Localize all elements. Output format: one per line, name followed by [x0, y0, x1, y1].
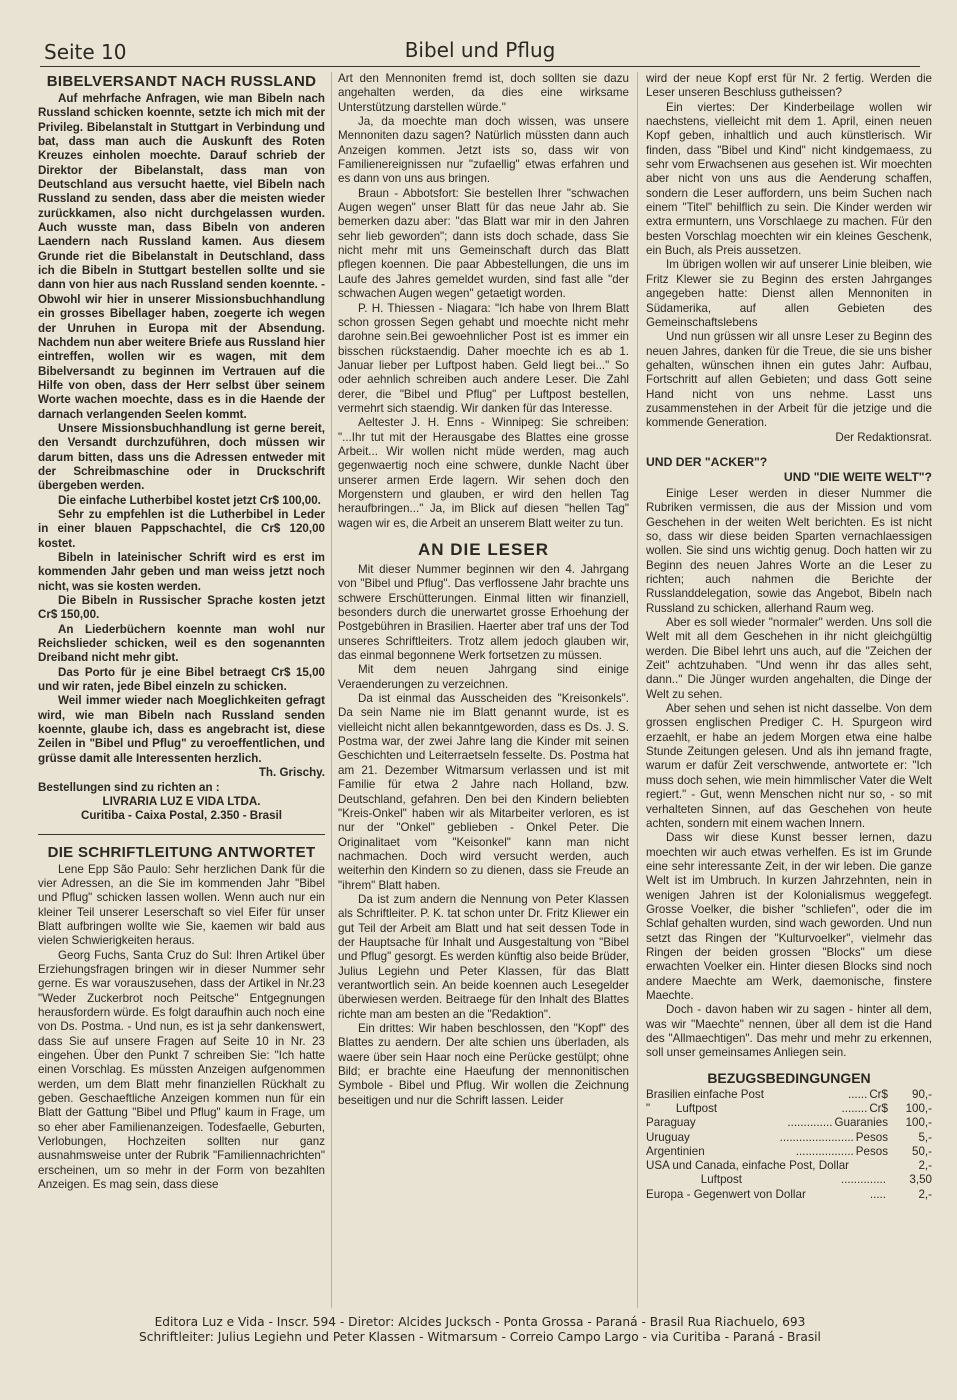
article-title-weite-welt: UND "DIE WEITE WELT"?	[783, 469, 932, 484]
article-paragraph: Mit dem neuen Jahrgang sind einige Veraenderungen zu verzeichnen.	[338, 663, 629, 691]
article-paragraph: Aber es soll wieder "normaler" werden. Uns soll die Welt mit all dem Geschehen in ihr nicht gleichgültig werden. Die Bibel lehrt uns auch, auf die "Zeichen der Zeit" achtzuhaben. "Und wenn ihr das alles seht, dann.." Die Jünger wurden angehalten, die Dinge der Welt zu sehen.	[646, 616, 932, 701]
rate-value: 100,-	[905, 1116, 932, 1130]
article-paragraph: Im übrigen wollen wir auf unserer Linie bleiben, wie Fritz Klewer sie zu Beginn des ersten Jahrganges angegeben hatte: Dienst allen Mennoniten in Südamerika, auf allen Gebieten des Gemeinschaftslebens	[646, 258, 932, 329]
rate-value: 3,50	[909, 1173, 932, 1187]
article-paragraph: Sehr zu empfehlen ist die Lutherbibel in Leder in einer blauen Pappschachtel, die Cr$ 120,00 kostet.	[38, 507, 325, 550]
column-rule	[637, 72, 638, 1308]
article-paragraph: Mit dieser Nummer beginnen wir den 4. Jahrgang von "Bibel und Pflug". Das verflossene Jahr brachte uns schwere Erschütterungen. Einmal litten wir finanziell, besonders durch die unerwartet grosse Erhoehung der Postgebühren in Brasilien. Haerter aber traf uns der Tod unseres Schriftleiters. Trotz allem jedoch glauben wir, das einmal begonnene Werk fortsetzen zu müssen.	[338, 563, 629, 663]
rate-row	[646, 1145, 932, 1159]
rate-row	[646, 1159, 932, 1173]
rate-value: 2,-	[918, 1187, 932, 1201]
article-paragraph: Ein drittes: Wir haben beschlossen, den "Kopf" des Blattes zu aendern. Der alte schien uns überladen, als waere über sein Haar noch eine Perücke gestülpt; ohne Bild; er brachte eine Haeufung der mennonitischen Symbole - Bibel und Pflug. Wir wollen die Zeichnung beseitigen und nur die Schrift lassen. Leider	[338, 1022, 629, 1107]
article-paragraph: Das Porto für je eine Bibel betraegt Cr$ 15,00 und wir raten, jede Bibel einzeln zu schicken.	[38, 665, 325, 694]
company-address: Curitiba - Caixa Postal, 2.350 - Brasil	[80, 809, 283, 823]
article-paragraph: Art den Mennoniten fremd ist, doch sollten sie dazu angehalten werden, da dies eine wirksame Unterstützung darstellen würde."	[338, 72, 629, 114]
rate-label: Paraguay	[646, 1116, 696, 1130]
rate-value: 50,-	[912, 1144, 932, 1158]
rate-label: " Luftpost	[646, 1101, 718, 1115]
footer-publisher-line: Editora Luz e Vida - Inscr. 594 - Diretor: Alcides Jucksch - Ponta Grossa - Paraná - Brasil Rua Riachuelo, 693	[154, 1315, 806, 1329]
article-paragraph: Einige Leser werden in dieser Nummer die Rubriken vermissen, die aus der Mission und vom Geschehen in der weiten Welt berichten. Es ist nicht so, dass wir diese beiden Sparten vernachlaessigen wollen. Sie sind uns wichtig genug. Doch hatten wir zu Beginn des neuen Jahres Worte an die Leser zu richten; auch nahmen die Berichte der Russlanddelegation, sowie das Angebot, Bibeln nach Russland zu schicken, allerhand Raum weg.	[646, 486, 932, 615]
rate-dots: ........	[841, 1101, 868, 1115]
page-number: Seite 10	[44, 40, 127, 64]
rate-row	[646, 1173, 932, 1187]
article-paragraph: Und nun grüssen wir all unsre Leser zu Beginn des neuen Jahres, danken für die Treue, die sie uns bisher gehalten, wünschen ihnen ein gutes Jahr: Aufbau, Fortschritt auf allen Gebieten; und dass Gott seine Hand nicht von uns nehme. Lasst uns zusammenstehen in der Arbeit für die jetzige und die kommende Generation.	[646, 330, 932, 430]
rate-row	[646, 1131, 932, 1145]
rate-row	[646, 1188, 932, 1202]
column-1	[38, 72, 325, 1192]
header-rule	[40, 66, 920, 67]
rate-value: 5,-	[918, 1130, 932, 1144]
article-title-schriftleitung: DIE SCHRIFTLEITUNG ANTWORTET	[47, 843, 316, 861]
article-paragraph: Da ist zum andern die Nennung von Peter Klassen als Schriftleiter. P. K. tat schon unter Dr. Fritz Kliewer ein gut Teil der Arbeit am Blatt und hat seit dessen Tode in der Hauptsache für Inhalt und Ausgestaltung von "Bibel und Pflug" gesorgt. Es werden künftig also beide Brüder, Julius Legiehn und Peter Klassen, für das Blatt verantwortlich sein. An beide koennen auch Lesegelder überwiesen werden. Beitraege für den Inhalt des Blattes richte man am besten an die "Redaktion".	[338, 892, 629, 1021]
rate-dots: ..................	[795, 1144, 854, 1158]
rate-label: Luftpost	[646, 1173, 743, 1187]
article-paragraph: Da ist einmal das Ausscheiden des "Kreisonkels". Da sein Name nie im Blatt genannt wurde, ist es vielleicht nicht allen bekanntgeworden, dass es Ds. J. S. Postma war, der zwei Jahre lang die Kinder mit seinen Geschichten und Leiterraetseln fesselte. Ds. Postma hat am 21. Dezember Witmarsum verlassen und ist mit Familie für etwa 2 Jahre nach Holland, bzw. Deutschland, gefahren. Den bei den Kindern beliebten "Kreis-Onkel" haben wir als Mitarbeiter verloren, es ist nur der "Onkel" geblieben - Onkel Peter. Die Originalitaet vom "Keisonkel" kann man nicht nachmachen. Doch wird versucht werden, auch weiterhin den Kindern so zu dienen, dass sie Freude an "ihrem" Blatt haben.	[338, 692, 629, 892]
rate-row	[646, 1102, 932, 1116]
rate-row	[646, 1088, 932, 1102]
rate-currency: Cr$	[869, 1087, 888, 1101]
article-paragraph: Die einfache Lutherbibel kostet jetzt Cr$ 100,00.	[58, 493, 321, 507]
rate-value: 100,-	[905, 1101, 932, 1115]
article-paragraph: Dass wir diese Kunst besser lernen, dazu moechten wir auch etwas verhelfen. Es ist im Grunde eine sehr interessante Zeit, in der wir leben. Die ganze Welt ist im Umbruch. In kurzen Jahrzehnten, nein in wenigen Jahren ist der Kolonialismus weggefegt. Grosse Voelker, die bisher "schliefen", oder die im Schlaf gehalten wurden, sind wach geworden. Und nun setzt das Ringen der "Kulturvoelker", vielmehr das Ringen der beiden grossen "Blocks" um diese erwachten Voelker ein. Hinter diesen Blocks sind noch andere Maechte am Werk, daemonische, finstere Maechte.	[646, 831, 932, 1002]
article-paragraph: Ein viertes: Der Kinderbeilage wollen wir naechstens, vielleicht mit dem 1. April, einen neuen Kopf geben, inhaltlich und auch künstlerisch. Wir finden, dass "Bibel und Kind" nicht kindgemaess, zu sehr vom Erwachsenen aus gesehen ist. Wir moechten aber nicht von uns aus die Aenderung schaffen, sondern die Leser auffordern, uns beim Suchen nach einem "Titel" behilflich zu sein. Die Kinder werden wir extra ermuntern, uns Vorschlaege zu machen. Für den besten Vorschlag moechten wir ein kleines Geschenk, ein Buch, als Preis aussetzen.	[646, 100, 932, 258]
page-header	[40, 36, 920, 66]
article-paragraph: Aeltester J. H. Enns - Winnipeg: Sie schreiben: "...Ihr tut mit der Herausgabe des Blattes eine grosse Arbeit... Wir wollen nicht müde werden, mag auch gegenwaertig noch eine schwere, dunkle Nacht über unserer armen Erde lagern. Wir sehen doch den Morgenstern und glauben, er wird den hellen Tag heraufbringen..." Ja, im Blick auf diesen "hellen Tag" wagen wir es, die Arbeit an unserem Blatt weiter zu tun.	[338, 416, 629, 530]
column-rule	[331, 72, 332, 1308]
footer-editors-line: Schriftleiter: Julius Legiehn und Peter Klassen - Witmarsum - Correio Campo Largo - via Curitiba - Paraná - Brasil	[139, 1330, 821, 1344]
rate-value: 2,-	[918, 1159, 932, 1173]
article-paragraph: Lene Epp São Paulo: Sehr herzlichen Dank für die vier Adressen, an die Sie im kommenden Jahr "Bibel und Pflug" schicken lassen wollen. Wenn auch nur ein kleiner Teil unserer Leserschaft so viel Eifer für unser Blatt aufbringen wollte wie Sie, kaemen wir bald aus vielen Schwierigkeiten heraus.	[38, 862, 325, 948]
rate-dots: ......	[847, 1087, 868, 1101]
rate-label: USA und Canada, einfache Post, Dollar	[646, 1159, 850, 1173]
rate-dots: .......................	[779, 1130, 854, 1144]
article-paragraph: Ja, da moechte man doch wissen, was unsere Mennoniten dazu sagen? Natürlich müssten dann auch Anzeigen kommen. Jetzt ists so, dass wir von Familienereignissen nur "zufaellig" etwas erfahren und es dann von uns aus bringen.	[338, 115, 629, 186]
article-paragraph: Weil immer wieder nach Moeglichkeiten gefragt wird, wie man Bibeln nach Russland senden koennte, glaube ich, dass es angebracht ist, diese Zeilen in "Bibel und Pflug" zu veroeffentlichen, und grüsse damit alle Interessenten herzlich.	[38, 694, 325, 765]
article-paragraph: P. H. Thiessen - Niagara: "Ich habe von Ihrem Blatt schon grossen Segen gehabt und moechte nicht mehr darohne sein.Bei gewoehnlicher Post ist es immer ein bisschen rückstaendig. Daher moechte ich es ab 1. Januar lieber per Luftpost haben. Geld liegt bei..." So oder aehnlich schreiben auch andere Leser. Die Zahl derer, die "Bibel und Pflug" per Luftpost bestellen, vermehrt sich staendig. Wir danken für das Interesse.	[338, 301, 629, 415]
rate-currency: Cr$	[869, 1101, 888, 1115]
rate-label: Europa - Gegenwert von Dollar	[646, 1187, 806, 1201]
company-name: LIVRARIA LUZ E VIDA LTDA.	[102, 794, 261, 808]
order-line: Bestellungen sind zu richten an :	[38, 780, 220, 794]
article-signature: Th. Grischy.	[258, 766, 325, 780]
article-title-bibelversandt: BIBELVERSANDT NACH RUSSLAND	[46, 73, 317, 90]
column-3	[646, 72, 932, 1202]
rate-dots: ..............	[840, 1173, 886, 1187]
rate-value: 90,-	[912, 1087, 932, 1101]
rate-label: Uruguay	[646, 1130, 690, 1144]
rate-currency: Pesos	[855, 1130, 888, 1144]
article-paragraph: Aber sehen und sehen ist nicht dasselbe. Von dem grossen englischen Prediger C. H. Spurgeon wird erzaehlt, er habe an jedem Morgen etwa eine halbe Stunde Zeitungen gelesen. Und als ihn jemand fragte, warum er dafür Zeit verschwende, antwortete er: "Ich muss doch sehen, wie mein himmlischer Vater die Welt regiert." - Gut, wenn Menschen nicht nur so, - so mit verhalteten Sinnen, auf das Geschehen von heute achten, sondern mit einem wachen Innern.	[646, 702, 932, 830]
article-paragraph: Bibeln in lateinischer Schrift wird es erst im kommenden Jahr geben und man weiss jetzt noch nicht, was sie kosten werden.	[38, 551, 325, 593]
rate-dots: .....	[869, 1187, 886, 1201]
rates-table	[646, 1088, 932, 1202]
article-title-acker: UND DER "ACKER"?	[646, 454, 768, 469]
article-paragraph: Auf mehrfache Anfragen, wie man Bibeln nach Russland schicken koennte, setzte ich mich mit der Privileg. Bibelanstalt in Stuttgart in Verbindung und bat, dass man auch die Auskunft des Roten Kreuzes einholen moechte. Darauf schrieb der Direktor der Bibelanstalt, dass man von Deutschland aus versucht haette, viel Bibeln nach Russland zu senden, dass aber die meisten wieder zurückkamen, also nicht durchgelassen wurden. Auch wusste man, dass Bibeln von anderen Laendern nach Russland kamen. Aus diesem Grunde riet die Bibelanstalt in Deutschland, dass ich die Bibeln in Stuttgart bestellen sollte und sie dann von hier aus nach Russland senden koennte. - Obwohl wir hier in unserer Missionsbuchhandlung ein grosses Bibellager haben, zoegerte ich wegen der Unruhen in Europa mit der Absendung. Nachdem nun aber weitere Briefe aus Russland hier eintreffen, wollen wir es wagen, mit dem Bibelversandt zu beginnen im Vertrauen auf die Hilfe von oben, dass der Herr selbst über seinem Worte wachen moechte, dass es in die Haende der darnach verlangenden Seelen kommt.	[38, 92, 325, 421]
paper-title: Bibel und Pflug	[404, 38, 556, 62]
rate-dots	[849, 1159, 888, 1173]
article-title-an-die-leser: AN DIE LESER	[417, 540, 550, 559]
rate-currency: Pesos	[855, 1144, 888, 1158]
article-paragraph: Braun - Abbotsfort: Sie bestellen Ihrer "schwachen Augen wegen" unser Blatt für das neue Jahr ab. Sie bemerken dazu aber: "das Blatt war mir in den Jahren sehr lieb geworden"; dann ists doch schade, dass Sie nicht mehr mit uns Gemeinschaft durch das Blatt pflegen koennen. Die paar Abbestellungen, die uns im Laufe des Jahres gemeldet wurden, sind fast alle "der schwachen Augen wegen" getaetigt worden.	[338, 186, 629, 301]
article-paragraph: wird der neue Kopf erst für Nr. 2 fertig. Werden die Leser unseren Beschluss gutheissen?	[646, 72, 932, 100]
rate-label: Argentinien	[646, 1144, 705, 1158]
page-footer	[60, 1315, 900, 1345]
article-paragraph: Georg Fuchs, Santa Cruz do Sul: Ihren Artikel über Erziehungsfragen bringen wir in dieser Nummer sehr gerne. Es war vorauszusehen, dass der Artikel in Nr.23 "Weder Zuckerbrot noch Peitsche" Entgegnungen herausfordern würde. Es folgt daraufhin auch noch eine von Ds. Postma. - Und nun, es ist ja sehr dankenswert, dass Sie auf unsere Fragen auf Seite 10 in Nr. 23 eingehen. Über den Punkt 7 schreiben Sie: "Ich hatte einen Vorschlag. Es müssten Anzeigen aufgenommen werden, um dem Blatt mehr finanziellen Rückhalt zu geben. Geschaeftliche Anzeigen kommen nun für ein Blatt der Gattung "Bibel und Pflug" kaum in Frage, um so eher aber Familienanzeigen. Todesfaelle, Geburten, Verlobungen, Hochzeiten sollten nur ganz ausnahmsweise unter der Rubrik "Familiennachrichten" erscheinen, um so mehr in der Form von bezahlten Anzeigen. Es mag sein, dass diese	[38, 948, 325, 1192]
rate-dots: ..............	[787, 1116, 833, 1130]
column-2	[338, 72, 629, 1108]
article-paragraph: Doch - davon haben wir zu sagen - hinter all dem, was wir "Maechte" nennen, über all dem ist die Hand des "Allmaechtigen". Das mehr und mehr zu erkennen, soll unser gemeinsames Anliegen sein.	[646, 1003, 932, 1060]
article-paragraph: An Liederbüchern koennte man wohl nur Reichslieder schicken, weil es den sogenannten Dreiband nicht mehr gibt.	[38, 622, 325, 665]
rate-currency: Guaranies	[834, 1116, 888, 1130]
article-paragraph: Unsere Missionsbuchhandlung ist gerne bereit, den Versandt durchzuführen, doch müssen wir darum bitten, dass uns die Adressen entweder mit der Schreibmaschine oder in Druckschrift übergeben werden.	[38, 421, 325, 493]
rate-row	[646, 1116, 932, 1130]
rate-label: Brasilien einfache Post	[646, 1087, 764, 1101]
article-paragraph: Die Bibeln in Russischer Sprache kosten jetzt Cr$ 150,00.	[38, 594, 325, 622]
section-divider	[38, 834, 325, 835]
rates-title: BEZUGSBEDINGUNGEN	[707, 1069, 871, 1086]
article-signature: Der Redaktionsrat.	[835, 430, 932, 444]
